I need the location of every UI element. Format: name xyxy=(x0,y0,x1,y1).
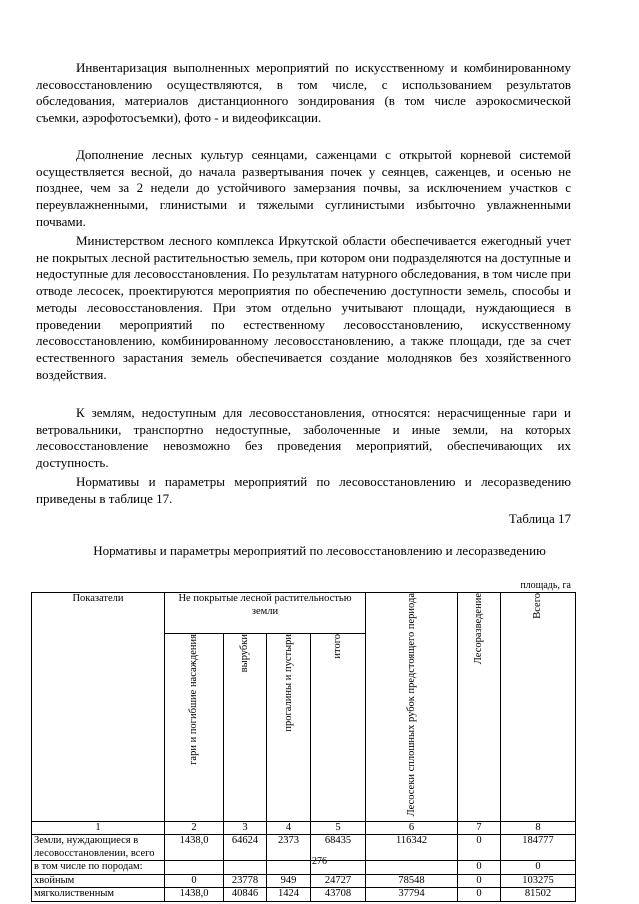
header-afforestation-text: Лесоразведение xyxy=(473,593,485,665)
col-number: 2 xyxy=(165,821,224,835)
header-clearings-text: вырубки xyxy=(239,634,250,673)
cell-glades: 1424 xyxy=(267,888,311,902)
header-total-text: Всего xyxy=(532,593,544,619)
cell-cutting-areas: 37794 xyxy=(366,888,458,902)
header-total xyxy=(501,593,576,822)
col-number: 7 xyxy=(458,821,501,835)
cell-subtotal: 24727 xyxy=(311,874,366,888)
cell-cutting-areas: 78548 xyxy=(366,874,458,888)
cell-cutting-areas: 116342 xyxy=(366,835,458,861)
cell-afforestation: 0 xyxy=(458,835,501,861)
header-subtotal xyxy=(311,634,366,822)
table-row xyxy=(32,888,576,902)
col-number: 1 xyxy=(32,821,165,835)
header-glades-text: прогалины и пустыри xyxy=(282,634,294,732)
cell-total: 81502 xyxy=(501,888,576,902)
col-number: 6 xyxy=(366,821,458,835)
cell-subtotal: 43708 xyxy=(311,888,366,902)
cell-burned: 1438,0 xyxy=(165,888,224,902)
header-cutting-areas-text: Лесосеки сплошных рубок предстоящего периода xyxy=(405,593,417,817)
cell-clearings: 23778 xyxy=(224,874,267,888)
column-numbers-row xyxy=(32,821,576,835)
header-indicators: Показатели xyxy=(32,593,165,822)
paragraph-ministry: Министерством лесного комплекса Иркутской области обеспечивается ежегодный учет не покрытых лесной растительностью земель, при котором они подразделяются на доступные и недоступные для лесовосстановления. По результатам натурного обследования, в том числе при отводе лесосек, проектируются мероприятия по обеспечению доступности земель, способы и методы лесовосстановления. При этом отдельно учитывают площади, нуждающиеся в проведении мероприятий по естественному лесовосстановлению, искусственному лесовосстановлению, комбинированному лесовосстановлению, а также площади, где за счет естественного зарастания земель обеспечивается создание молодняков без хозяйственного воздействия. xyxy=(36,233,571,382)
header-burned xyxy=(165,634,224,822)
table-number: Таблица 17 xyxy=(508,511,571,526)
row-label: мягколиственным xyxy=(32,888,165,902)
cell-total: 103275 xyxy=(501,874,576,888)
col-number: 4 xyxy=(267,821,311,835)
cell-burned: 1438,0 xyxy=(165,835,224,861)
col-number: 3 xyxy=(224,821,267,835)
col-number: 8 xyxy=(501,821,576,835)
paragraph-inaccessible-lands: К землям, недоступным для лесовосстановления, относятся: нерасчищенные гари и ветровальники, транспортно недоступные, заболоченные и иные земли, на которых лесовосстановление невозможно без проведения мероприятий, обеспечивающих их доступность. xyxy=(36,405,571,471)
cell-burned: 0 xyxy=(165,874,224,888)
header-glades xyxy=(267,634,311,822)
header-burned-text: гари и погибшие насаждения xyxy=(188,634,199,766)
cell-subtotal: 68435 xyxy=(311,835,366,861)
page-number: 276 xyxy=(312,856,327,867)
cell-total: 0 xyxy=(501,861,576,875)
table-unit-label: площадь, га xyxy=(520,580,571,591)
cell-clearings: 64624 xyxy=(224,835,267,861)
table-row xyxy=(32,874,576,888)
row-label: хвойным xyxy=(32,874,165,888)
cell-total: 184777 xyxy=(501,835,576,861)
row-label: Земли, нуждающиеся в лесовосстановлении, всего xyxy=(32,835,165,861)
cell-glades: 949 xyxy=(267,874,311,888)
row-label: в том числе по породам: xyxy=(32,861,165,875)
cell-afforestation: 0 xyxy=(458,874,501,888)
header-cutting-areas xyxy=(366,593,458,822)
cell-afforestation: 0 xyxy=(458,888,501,902)
header-subtotal-text: итого xyxy=(332,634,343,659)
paragraph-inventory: Инвентаризация выполненных мероприятий по искусственному и комбинированному лесовосстановлению осуществляются, в том числе, с использованием результатов обследования, материалов дистанционного зондирования (в том числе аэрокосмической съемки, аэрофотосъемки), фото - и видеофиксации. xyxy=(36,60,571,126)
cell-glades: 2373 xyxy=(267,835,311,861)
paragraph-norms: Нормативы и параметры мероприятий по лесовосстановлению и лесоразведению приведены в таблице 17. xyxy=(36,474,571,506)
cell-afforestation: 0 xyxy=(458,861,501,875)
header-clearings xyxy=(224,634,267,822)
header-not-covered-lands: Не покрытые лесной растительностью земли xyxy=(165,593,366,634)
table-title: Нормативы и параметры мероприятий по лесовосстановлению и лесоразведению xyxy=(93,543,546,558)
col-number: 5 xyxy=(311,821,366,835)
cell-clearings: 40846 xyxy=(224,888,267,902)
paragraph-supplement: Дополнение лесных культур сеянцами, саженцами с открытой корневой системой осуществляется весной, до начала развертывания почек у сеянцев, саженцев, и осенью не позднее, чем за 2 недели до устойчивого замерзания почвы, за исключением участков с переувлажненными, глинистыми и тяжелыми суглинистыми избыточно увлажненными почвами. xyxy=(36,147,571,229)
table-header-row xyxy=(32,593,576,634)
header-afforestation xyxy=(458,593,501,822)
